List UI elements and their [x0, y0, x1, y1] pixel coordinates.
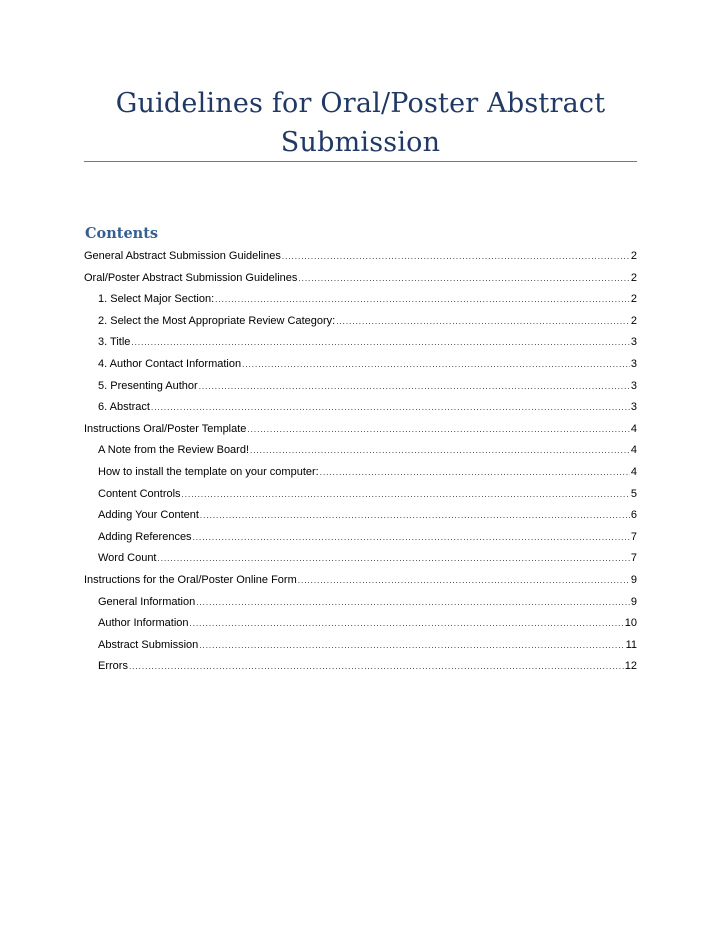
toc-entry-label[interactable]: Author Information [98, 617, 189, 630]
toc-entry-label[interactable]: 5. Presenting Author [98, 379, 198, 392]
toc-entry[interactable] [84, 484, 637, 506]
document-title-line-1: Guidelines for Oral/Poster Abstract [115, 88, 606, 119]
toc-entry-page-number[interactable]: 9 [630, 595, 637, 608]
toc-entry[interactable] [84, 527, 637, 549]
toc-entry[interactable] [84, 570, 637, 592]
toc-entry-label[interactable]: 4. Author Contact Information [98, 357, 242, 370]
toc-entry-label[interactable]: Adding References [98, 530, 192, 543]
toc-dot-leader [182, 484, 630, 506]
toc-heading: Contents [85, 225, 159, 242]
toc-dot-leader [151, 397, 630, 419]
toc-entry[interactable] [84, 268, 637, 290]
toc-dot-leader [298, 570, 630, 592]
toc-entry-page-number[interactable]: 2 [630, 250, 637, 262]
table-of-contents [84, 246, 637, 678]
toc-dot-leader [199, 376, 630, 398]
toc-entry[interactable] [84, 354, 637, 376]
toc-entry[interactable] [84, 635, 637, 657]
toc-dot-leader [247, 419, 629, 441]
toc-entry-page-number[interactable]: 11 [625, 638, 637, 651]
toc-dot-leader [215, 289, 630, 311]
toc-entry[interactable] [84, 376, 637, 398]
document-title [84, 84, 637, 162]
toc-entry[interactable] [84, 656, 637, 678]
toc-entry-page-number[interactable]: 12 [624, 660, 637, 673]
toc-entry-page-number[interactable]: 2 [630, 314, 637, 327]
toc-entry-label[interactable]: Adding Your Content [98, 509, 199, 522]
toc-entry-label[interactable]: Instructions Oral/Poster Template [84, 422, 247, 435]
toc-dot-leader [200, 505, 630, 527]
toc-entry-page-number[interactable]: 10 [624, 617, 637, 630]
toc-entry-label[interactable]: 6. Abstract [98, 401, 150, 414]
toc-entry-page-number[interactable]: 2 [630, 293, 637, 306]
toc-dot-leader [190, 613, 624, 635]
toc-dot-leader [298, 268, 630, 290]
toc-dot-leader [158, 548, 630, 570]
toc-entry-label[interactable]: Word Count [98, 552, 157, 565]
toc-dot-leader [199, 635, 624, 657]
toc-dot-leader [196, 592, 630, 614]
toc-entry-label[interactable]: 1. Select Major Section: [98, 293, 215, 306]
toc-entry-label[interactable]: General Abstract Submission Guidelines [84, 250, 281, 262]
toc-entry-page-number[interactable]: 7 [630, 530, 637, 543]
toc-entry-label[interactable]: General Information [98, 595, 196, 608]
document-title-line-2: Submission [280, 127, 441, 158]
toc-entry-label[interactable]: How to install the template on your computer: [98, 465, 319, 478]
toc-dot-leader [193, 527, 630, 549]
toc-entry-page-number[interactable]: 3 [630, 357, 637, 370]
toc-entry[interactable] [84, 311, 637, 333]
toc-entry[interactable] [84, 440, 637, 462]
toc-entry-page-number[interactable]: 3 [630, 401, 637, 414]
toc-entry-page-number[interactable]: 2 [630, 271, 637, 284]
toc-entry-page-number[interactable]: 6 [630, 509, 637, 522]
toc-dot-leader [282, 246, 630, 268]
title-divider [84, 161, 637, 162]
toc-entry[interactable] [84, 246, 637, 268]
toc-entry-page-number[interactable]: 4 [630, 465, 637, 478]
toc-entry-page-number[interactable]: 4 [630, 444, 637, 457]
toc-entry-label[interactable]: Errors [98, 660, 128, 673]
toc-entry-label[interactable]: Instructions for the Oral/Poster Online Form [84, 573, 297, 586]
toc-entry-page-number[interactable]: 3 [630, 379, 637, 392]
toc-entry-label[interactable]: 2. Select the Most Appropriate Review Category: [98, 314, 336, 327]
toc-entry[interactable] [84, 289, 637, 311]
toc-dot-leader [131, 332, 629, 354]
toc-entry-page-number[interactable]: 7 [630, 552, 637, 565]
toc-dot-leader [129, 656, 624, 678]
toc-entry[interactable] [84, 548, 637, 570]
toc-entry[interactable] [84, 505, 637, 527]
toc-entry-page-number[interactable]: 9 [630, 573, 637, 586]
toc-entry[interactable] [84, 613, 637, 635]
toc-entry-label[interactable]: Abstract Submission [98, 638, 199, 651]
toc-entry[interactable] [84, 592, 637, 614]
toc-entry-page-number[interactable]: 3 [630, 336, 637, 349]
toc-entry-label[interactable]: A Note from the Review Board! [98, 444, 250, 457]
toc-dot-leader [336, 311, 630, 333]
toc-entry-page-number[interactable]: 4 [630, 422, 637, 435]
toc-entry-label[interactable]: 3. Title [98, 336, 131, 349]
toc-entry[interactable] [84, 462, 637, 484]
toc-entry[interactable] [84, 332, 637, 354]
toc-entry-page-number[interactable]: 5 [630, 487, 637, 500]
toc-entry-label[interactable]: Content Controls [98, 487, 181, 500]
toc-dot-leader [320, 462, 630, 484]
toc-entry[interactable] [84, 419, 637, 441]
toc-dot-leader [250, 440, 630, 462]
toc-entry-label[interactable]: Oral/Poster Abstract Submission Guidelines [84, 271, 298, 284]
toc-entry[interactable] [84, 397, 637, 419]
toc-dot-leader [242, 354, 630, 376]
